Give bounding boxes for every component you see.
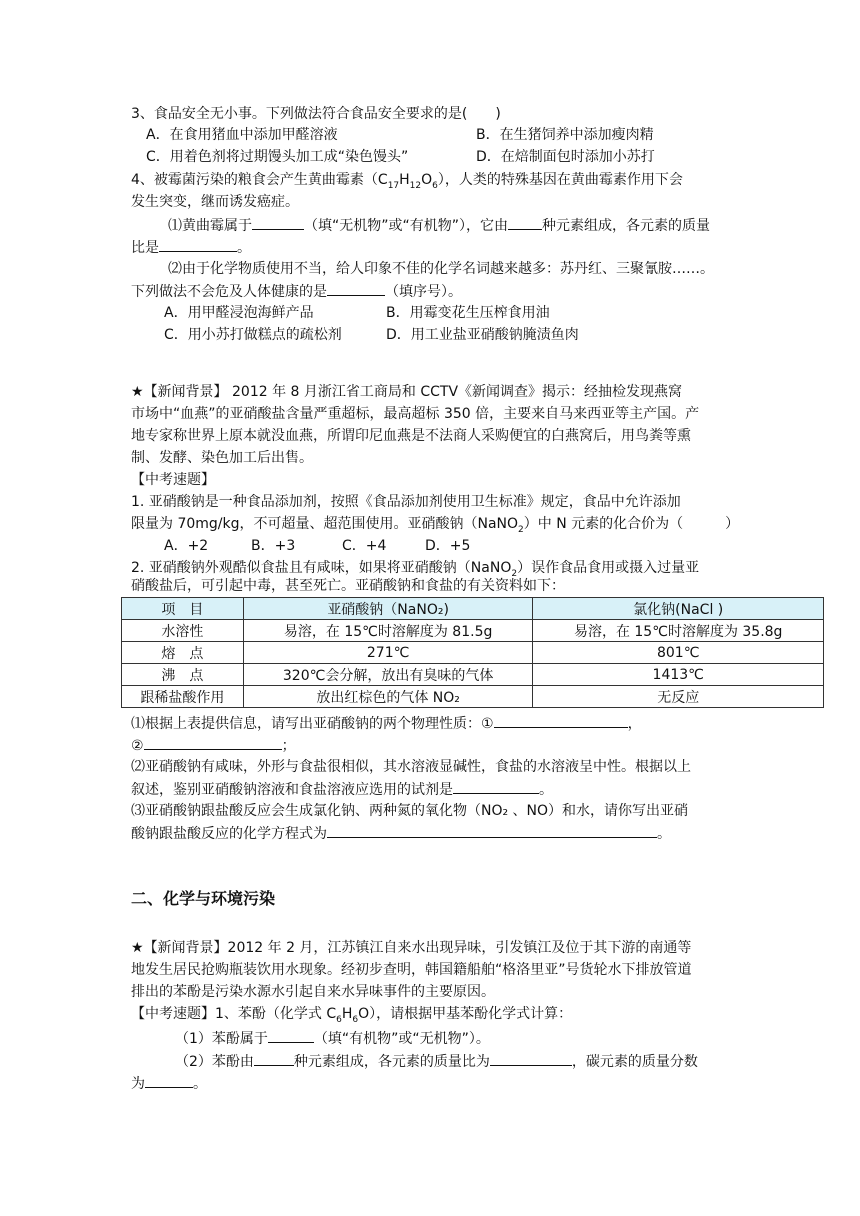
q2-line1: 2. 亚硝酸钠外观酷似食盐且有咸味，如果将亚硝酸钠（NaNO$_2$）误作食品食用或摄入过量亚 bbox=[131, 560, 700, 579]
q3-option-a: A．在食用猪血中添加甲醛溶液 bbox=[146, 127, 338, 143]
table-cell: 水溶性 bbox=[122, 620, 244, 642]
news1-line1: ★【新闻背景】 2012 年 8 月浙江省工商局和 CCTV《新闻调查》揭示：经抽检发现燕窝 bbox=[131, 384, 683, 400]
subq2-line1: ⑵亚硝酸钠有咸味，外形与食盐很相似，其水溶液显碱性，食盐的水溶液呈中性。根据以上 bbox=[131, 759, 691, 775]
news2-line3: 排出的苯酚是污染水源水引起自来水异味事件的主要原因。 bbox=[131, 984, 495, 1000]
news2-line1: ★【新闻背景】2012 年 2 月，江苏镇江自来水出现异味，引发镇江及位于其下游的南通等 bbox=[131, 940, 692, 956]
q1-option-b: B．+3 bbox=[251, 538, 296, 554]
subq3-line2: 酸钠跟盐酸反应的化学方程式为 。 bbox=[131, 823, 671, 844]
answer-blank[interactable] bbox=[254, 1051, 294, 1066]
news1-line2: 市场中“血燕”的亚硝酸盐含量严重超标，最高超标 350 倍，主要来自马来西亚等主产国。产 bbox=[131, 406, 700, 422]
q3-stem: 3、食品安全无小事。下列做法符合食品安全要求的是( ) bbox=[131, 106, 501, 122]
news2-question: 【中考速题】1、苯酚（化学式 $C_6H_6O$），请根据甲基苯酚化学式计算： bbox=[131, 1006, 573, 1025]
q4-stem-line2: 发生突变，继而诱发癌症。 bbox=[131, 194, 299, 210]
subq1-line1: ⑴根据上表提供信息，请写出亚硝酸钠的两个物理性质：① ， bbox=[131, 713, 642, 734]
answer-blank[interactable] bbox=[252, 215, 304, 230]
q4-option-a: A．用甲醛浸泡海鲜产品 bbox=[164, 305, 314, 321]
q4-part1-line2: 比是 。 bbox=[131, 237, 251, 258]
table-cell: 易溶，在 15℃时溶解度为 81.5g bbox=[243, 620, 533, 642]
table-header-cell: 亚硝酸钠（NaNO₂) bbox=[243, 598, 533, 620]
table-header-row bbox=[122, 598, 824, 620]
q4-part2-line2: 下列做法不会危及人体健康的是 （填序号）。 bbox=[131, 281, 462, 302]
news2-line2: 地发生居民抢购瓶装饮用水现象。经初步查明，韩国籍船舶“格洛里亚”号货轮水下排放管道 bbox=[131, 962, 692, 978]
q4-option-b: B．用霉变花生压榨食用油 bbox=[386, 305, 550, 321]
q3-option-c: C．用着色剂将过期馒头加工成“染色馒头” bbox=[146, 149, 409, 165]
q4-option-c: C．用小苏打做糕点的疏松剂 bbox=[164, 327, 342, 343]
q1-option-c: C．+4 bbox=[342, 538, 387, 554]
answer-blank[interactable] bbox=[159, 237, 237, 252]
q1-line2: 限量为 70mg/kg，不可超量、超范围使用。亚硝酸钠（NaNO$_2$）中 N 元素的化合价为（ ） bbox=[131, 516, 740, 535]
answer-blank[interactable] bbox=[327, 823, 657, 838]
answer-blank[interactable] bbox=[490, 1051, 572, 1066]
table-cell: 熔 点 bbox=[122, 642, 244, 664]
table-header-cell: 氯化钠(NaCl ) bbox=[533, 598, 824, 620]
table-cell: 易溶，在 15℃时溶解度为 35.8g bbox=[533, 620, 824, 642]
q2-line2: 硝酸盐后，可引起中毒，甚至死亡。亚硝酸钠和食盐的有关资料如下： bbox=[131, 578, 565, 594]
table-cell: 320℃会分解，放出有臭味的气体 bbox=[243, 664, 533, 686]
table-cell: 801℃ bbox=[533, 642, 824, 664]
table-cell: 沸 点 bbox=[122, 664, 244, 686]
subq2-line2: 叙述，鉴别亚硝酸钠溶液和食盐溶液应选用的试剂是 。 bbox=[131, 779, 553, 800]
q3-option-d: D．在焙制面包时添加小苏打 bbox=[476, 149, 655, 165]
q1-line1: 1. 亚硝酸钠是一种食品添加剂，按照《食品添加剂使用卫生标准》规定，食品中允许添加 bbox=[131, 494, 681, 510]
answer-blank[interactable] bbox=[494, 713, 628, 728]
news2-part2-line2: 为 。 bbox=[131, 1073, 207, 1094]
answer-blank[interactable] bbox=[268, 1028, 314, 1043]
q4-part2: ⑵由于化学物质使用不当，给人印象不佳的化学名词越来越多：苏丹红、三聚氰胺……。 bbox=[168, 261, 714, 277]
section-title: 二、化学与环境污染 bbox=[131, 889, 276, 908]
table-row bbox=[122, 642, 824, 664]
q4-stem: 4、被霉菌污染的粮食会产生黄曲霉素$(C_{17}H_{12}O_6)$，人类的特殊基因在黄曲霉素作用下会 bbox=[131, 172, 683, 191]
section-heading: 【中考速题】 bbox=[131, 472, 215, 488]
table-row bbox=[122, 620, 824, 642]
q4-part1: ⑴黄曲霉属于 （填“无机物”或“有机物”），它由 种元素组成，各元素的质量 bbox=[168, 215, 710, 236]
q4-option-d: D．用工业盐亚硝酸钠腌渍鱼肉 bbox=[386, 327, 579, 343]
table-cell: 无反应 bbox=[533, 686, 824, 708]
news1-line3: 地专家称世界上原本就没血燕，所谓印尼血燕是不法商人采购便宜的白燕窝后，用鸟粪等熏 bbox=[131, 428, 691, 444]
table-cell: 271℃ bbox=[243, 642, 533, 664]
q3-option-b: B．在生猪饲养中添加瘦肉精 bbox=[476, 127, 654, 143]
table-cell: 跟稀盐酸作用 bbox=[122, 686, 244, 708]
answer-blank[interactable] bbox=[453, 779, 539, 794]
news2-part2: （2）苯酚由 种元素组成，各元素的质量比为 ，碳元素的质量分数 bbox=[175, 1051, 698, 1072]
table-row bbox=[122, 664, 824, 686]
table-header-cell: 项 目 bbox=[122, 598, 244, 620]
table-cell: 放出红棕色的气体 NO₂ bbox=[243, 686, 533, 708]
answer-blank[interactable] bbox=[327, 281, 385, 296]
property-table bbox=[121, 597, 824, 708]
answer-blank[interactable] bbox=[145, 1073, 193, 1088]
q1-option-d: D．+5 bbox=[425, 538, 471, 554]
subq1-line2: ② ； bbox=[131, 735, 296, 756]
answer-blank[interactable] bbox=[144, 735, 282, 750]
table-row bbox=[122, 686, 824, 708]
subq3-line1: ⑶亚硝酸钠跟盐酸反应会生成氯化钠、两种氮的氧化物（NO₂ 、NO）和水，请你写出亚硝 bbox=[131, 803, 689, 819]
table-cell: 1413℃ bbox=[533, 664, 824, 686]
news1-line4: 制、发酵、染色加工后出售。 bbox=[131, 450, 313, 466]
answer-blank[interactable] bbox=[508, 215, 542, 230]
news2-part1: （1）苯酚属于 （填“有机物”或“无机物”）。 bbox=[175, 1028, 490, 1049]
q1-option-a: A．+2 bbox=[164, 538, 209, 554]
